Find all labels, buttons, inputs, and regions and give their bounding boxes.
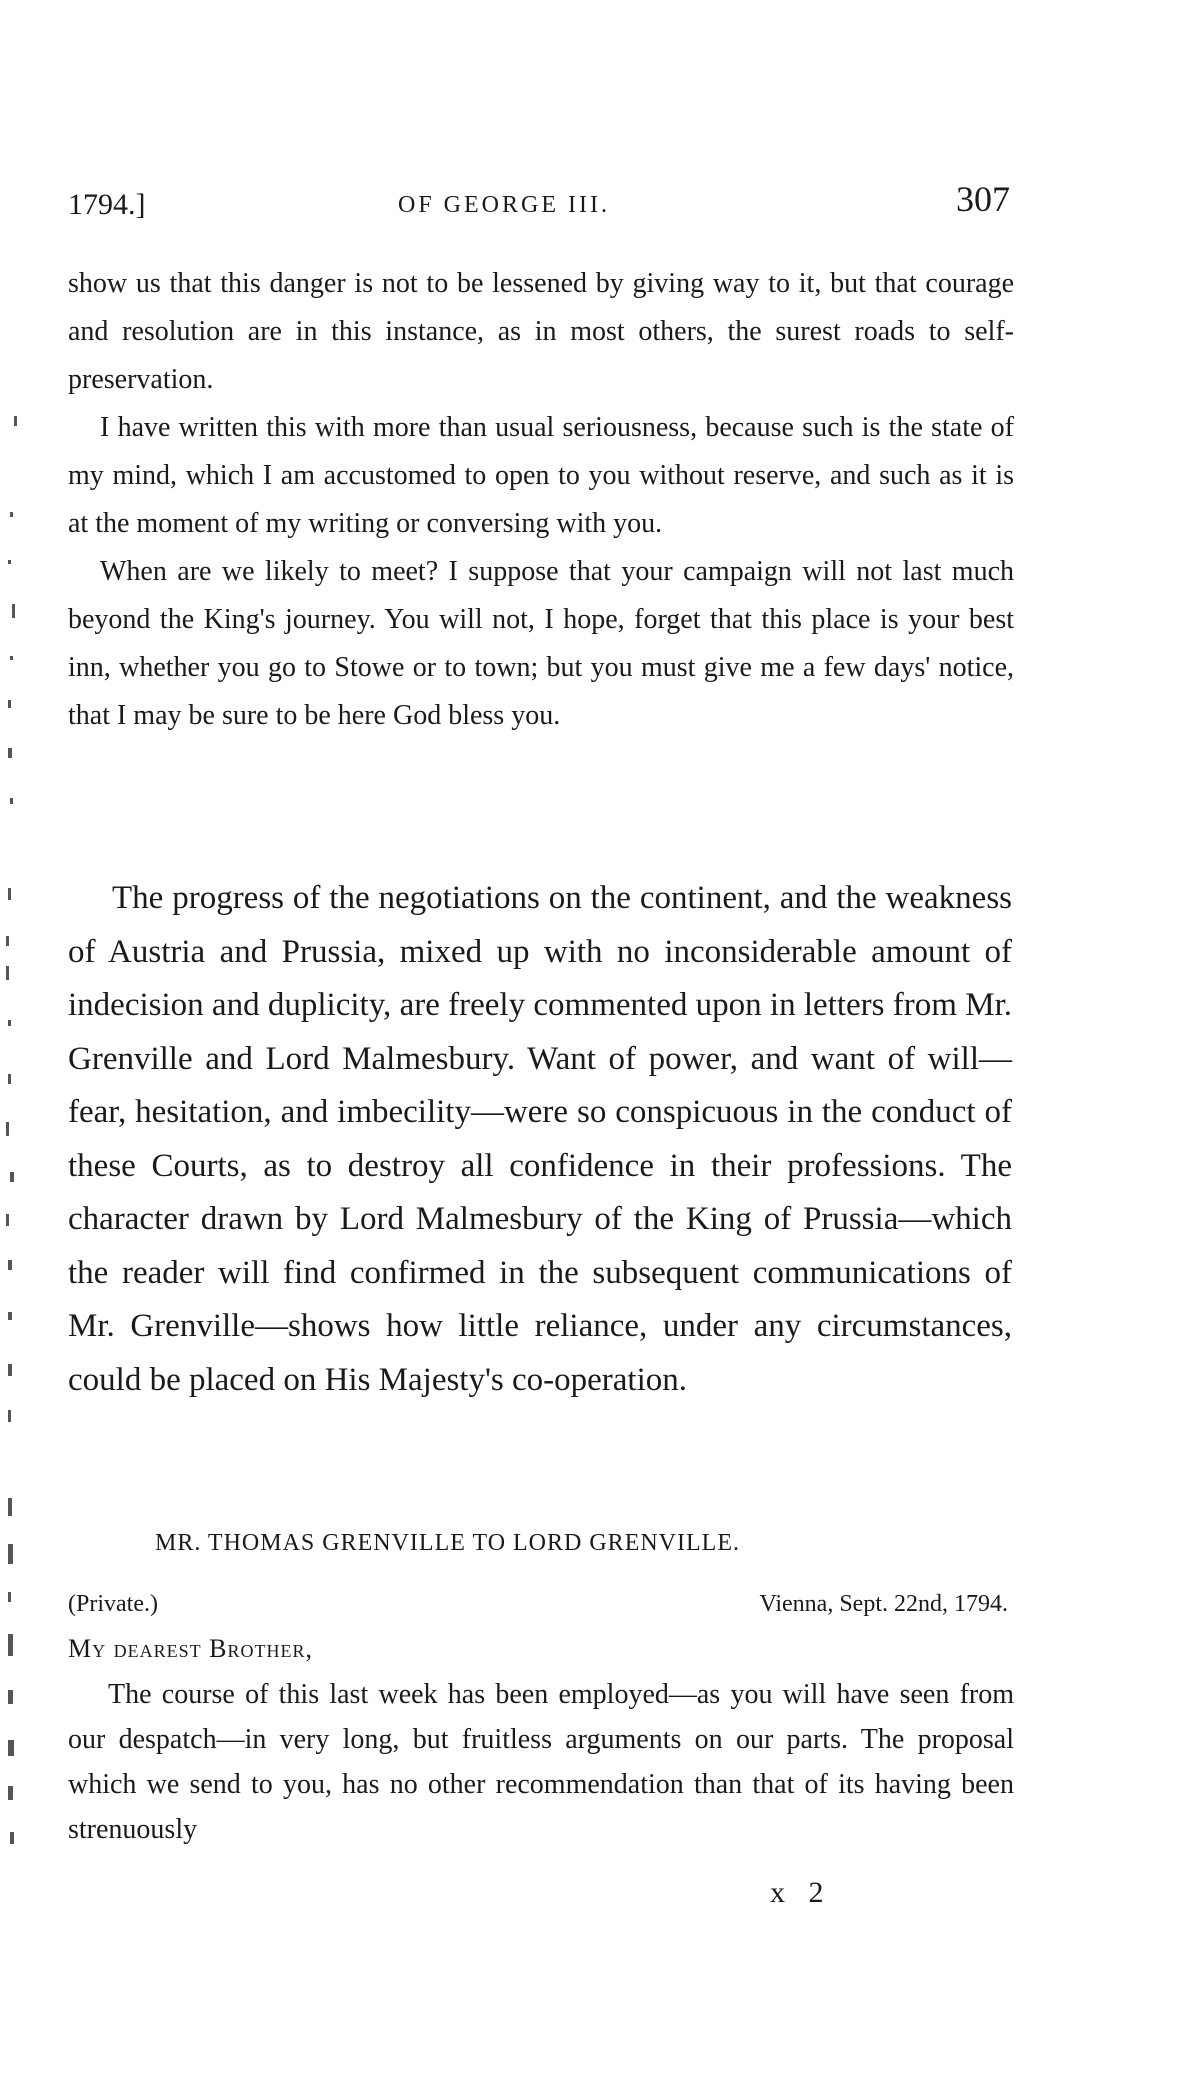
narrative-paragraph: The progress of the negotiations on the continent, and the weakness of Austria and Prussia, mixed up with no inconsiderable amount of indecision and duplicity, are freely commented upon in letters from Mr. Grenville and Lord Malmesbury. Want of power, and want of will—fear, hesitation, and imbecility—were so conspicuous in the conduct of these Courts, as to destroy all confidence in their professions. The character drawn by Lord Malmesbury of the King of Prussia—which the reader will find confirmed in the subsequent communications of Mr. Grenville—shows how little reliance, under any circumstances, could be placed on His Majesty's co-operation. [68,880,1012,1398]
letter-meta [68,1591,1008,1627]
running-header [68,178,1010,228]
private-label: (Private.) [68,1591,158,1617]
letter-paragraph: The course of this last week has been employed—as you will have seen from our despatch—in very long, but fruitless arguments on our parts. The proposal which we send to you, has no other recommendation than that of its having been strenuously [68,1679,1014,1845]
header-title: OF GEORGE III. [398,192,610,218]
salutation: My dearest Brother, [68,1634,313,1663]
letter-body [68,1672,1014,1852]
header-year: 1794.] [68,188,146,221]
letter-paragraph: I have written this with more than usual seriousness, because such is the state of my mind, which I am accustomed to open to you without reserve, and such as it is at the moment of my writing or conversing with you. [68,412,1014,539]
dateline: Vienna, Sept. 22nd, 1794. [759,1591,1008,1617]
letter-heading: MR. THOMAS GRENVILLE TO LORD GRENVILLE. [155,1530,740,1556]
scan-margin-marks [0,0,60,2084]
letter-continuation [68,260,1014,740]
letter-paragraph: show us that this danger is not to be lessened by giving way to it, but that courage and resolution are in this instance, as in most others, the surest roads to self-preservation. [68,268,1014,395]
signature-mark: x 2 [770,1876,832,1909]
narrative-block [68,872,1012,1407]
letter-paragraph: When are we likely to meet? I suppose that your campaign will not last much beyond the King's journey. You will not, I hope, forget that this place is your best inn, whether you go to Stowe or to town; but you must give me a few days' notice, that I may be sure to be here God bless you. [68,556,1014,731]
page-number: 307 [956,179,1010,219]
